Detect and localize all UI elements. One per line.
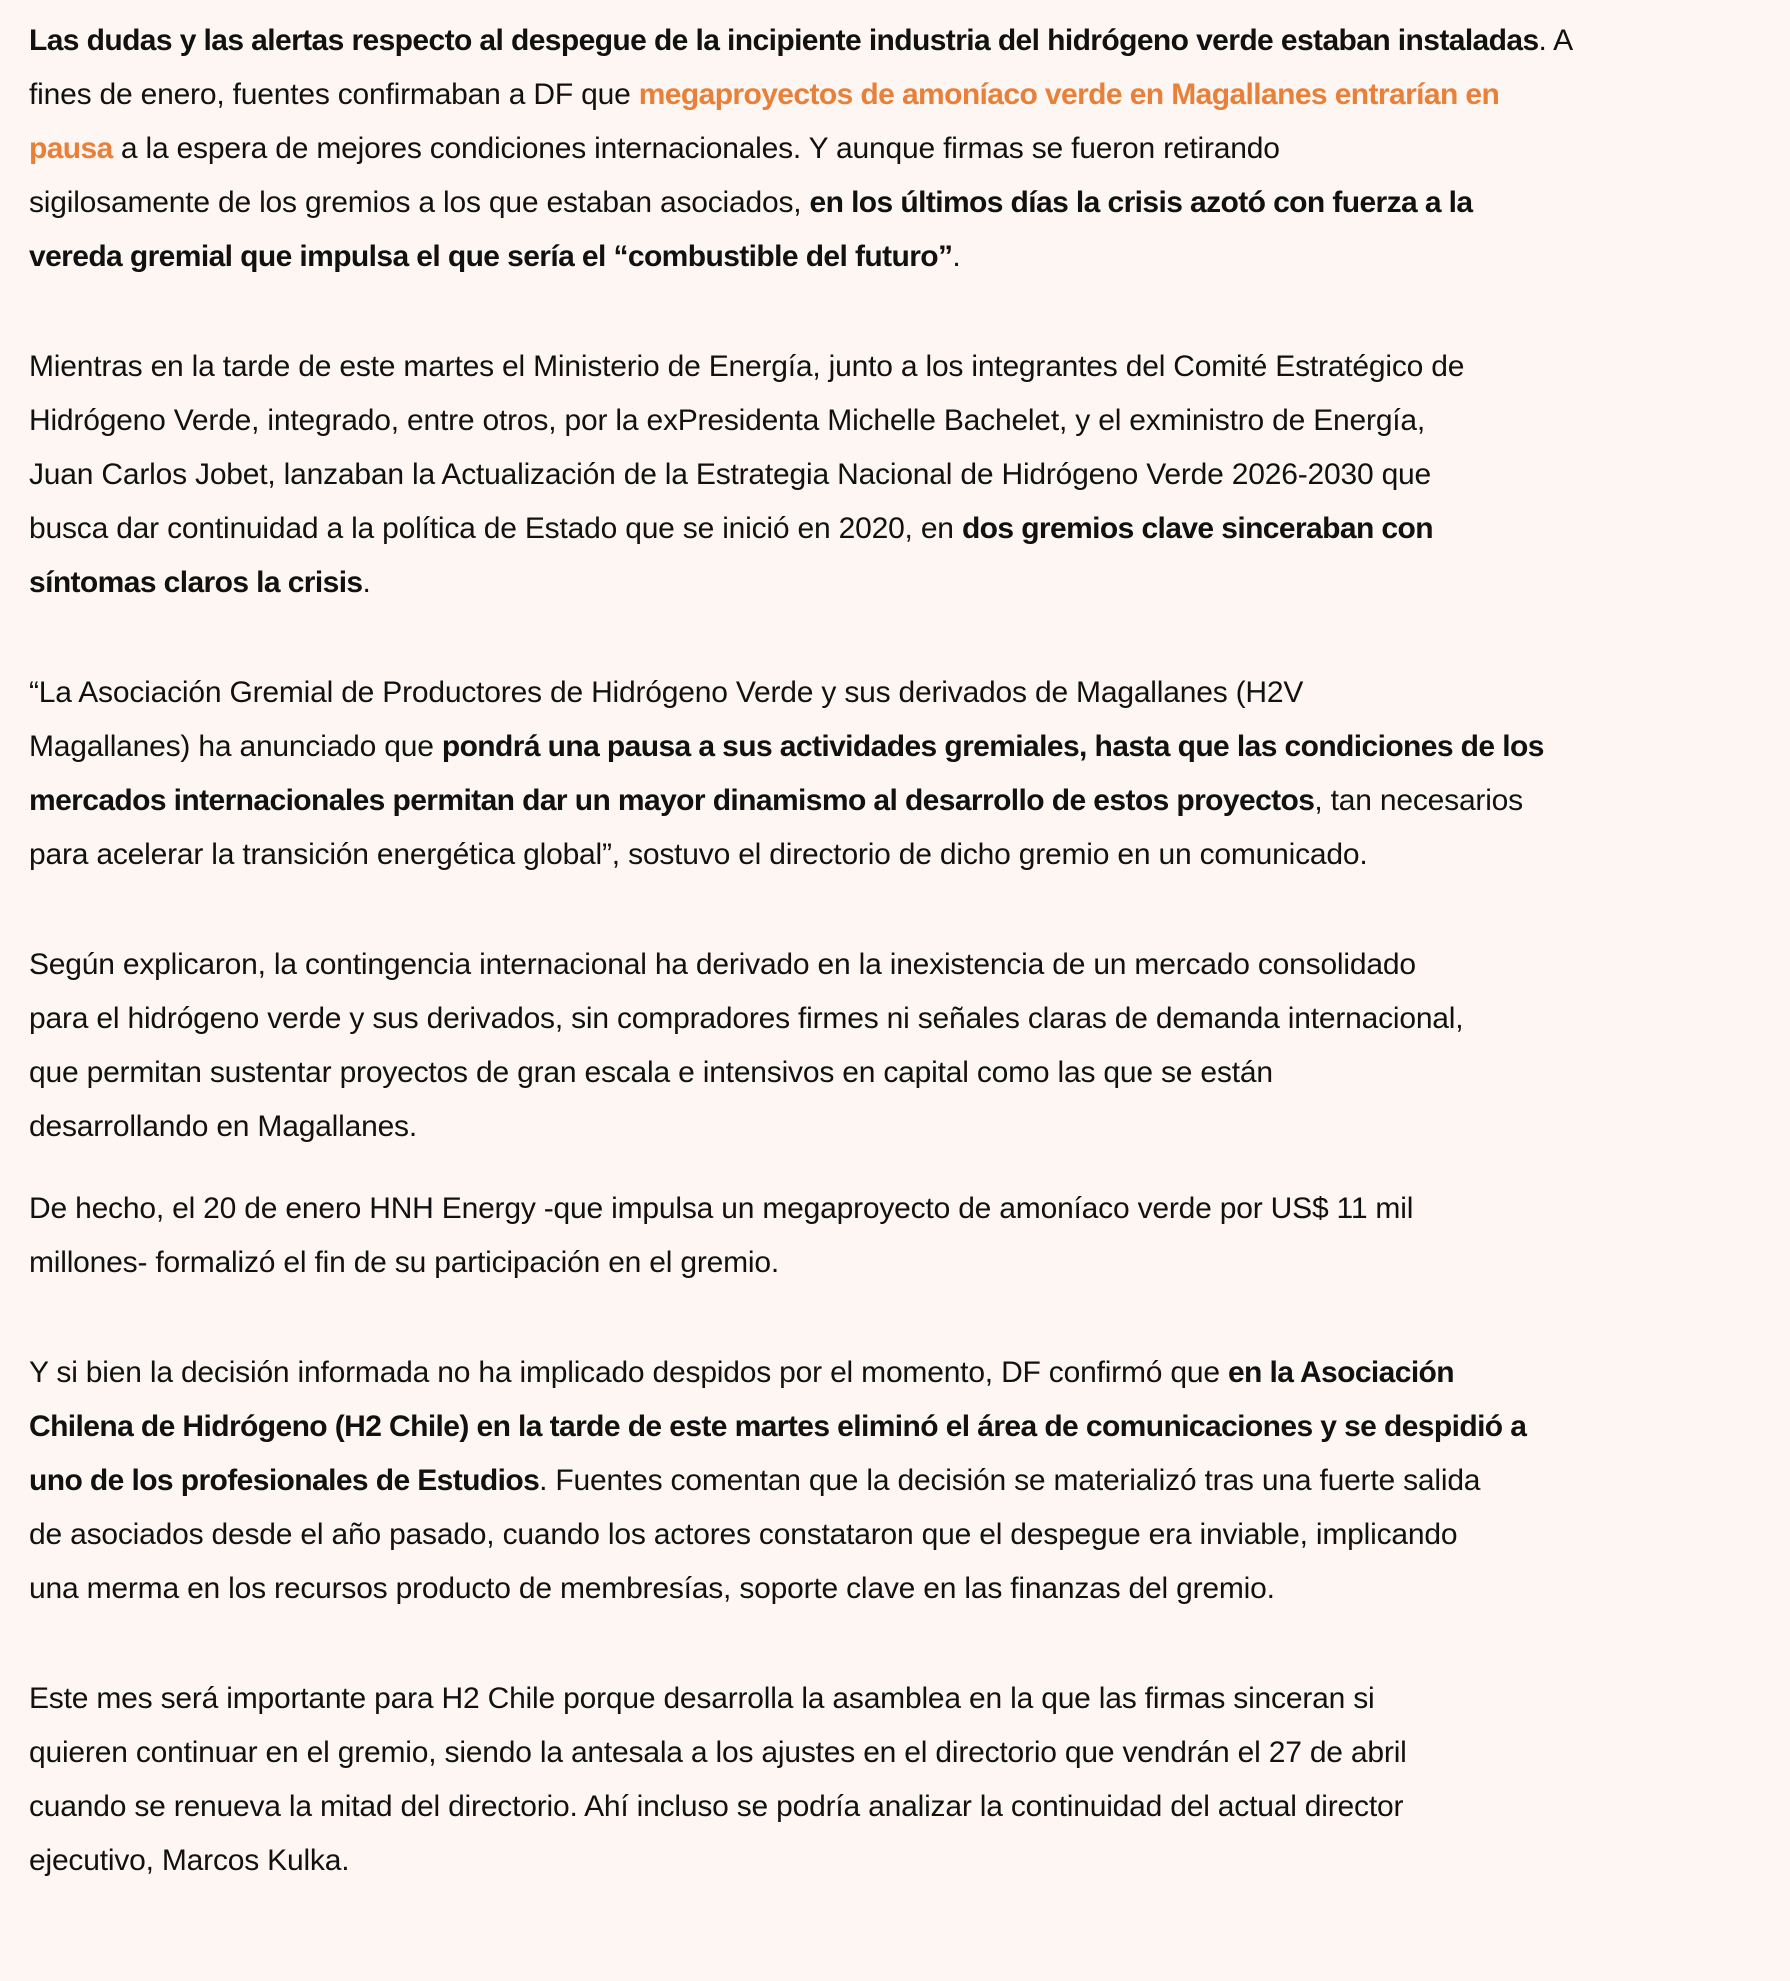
paragraph-line (29, 720, 1774, 774)
bold-text: en la Asociación (1227, 1356, 1455, 1389)
paragraph-7 (29, 1672, 1774, 1888)
paragraph-line: quieren continuar en el gremio, siendo la antesala a los ajustes en el directorio que vendrán el 27 de abril (29, 1736, 1407, 1769)
text: a la espera de mejores condiciones internacionales. Y aunque firmas se fueron retirando (112, 132, 1280, 165)
text: busca dar continuidad a la política de Estado que se inició en 2020, en (29, 512, 962, 545)
article-body (29, 14, 1774, 1888)
paragraph-spacer (29, 1154, 1774, 1182)
paragraph-line (29, 1346, 1774, 1400)
paragraph-line: que permitan sustentar proyectos de gran escala e intensivos en capital como las que se están (29, 1056, 1273, 1089)
bold-text: mercados internacionales permitan dar un mayor dinamismo al desarrollo de estos proyectos (29, 784, 1315, 817)
paragraph-line: Mientras en la tarde de este martes el Ministerio de Energía, junto a los integrantes del Comité Estratégico de (29, 350, 1465, 383)
text: sigilosamente de los gremios a los que estaban asociados, (29, 186, 810, 219)
bold-text: síntomas claros la crisis (29, 566, 363, 599)
bold-text: pondrá una pausa a sus actividades gremiales, hasta que las condiciones de los (441, 730, 1544, 763)
bold-text: en los últimos días la crisis azotó con fuerza a la (809, 186, 1473, 219)
text: . (952, 240, 961, 273)
text: fines de enero, fuentes confirmaban a DF que (29, 78, 639, 111)
paragraph-5 (29, 1182, 1774, 1290)
paragraph-line (29, 1454, 1774, 1508)
paragraph-line: cuando se renueva la mitad del directorio. Ahí incluso se podría analizar la continuidad del actual director (29, 1790, 1404, 1823)
paragraph-line (29, 68, 1774, 122)
paragraph-spacer (29, 1616, 1774, 1672)
paragraph-spacer (29, 610, 1774, 666)
megaproyectos-link[interactable]: megaproyectos de amoníaco verde en Magallanes entrarían en (638, 78, 1500, 111)
paragraph-line: “La Asociación Gremial de Productores de Hidrógeno Verde y sus derivados de Magallanes (H2V (29, 676, 1304, 709)
paragraph-line (29, 774, 1774, 828)
text: . A (1538, 24, 1573, 57)
text: Magallanes) ha anunciado que (29, 730, 442, 763)
text: . Fuentes comentan que la decisión se materializó tras una fuerte salida (539, 1464, 1481, 1497)
text: , tan necesarios (1314, 784, 1523, 817)
paragraph-line: para acelerar la transición energética global”, sostuvo el directorio de dicho gremio en un comunicado. (29, 838, 1368, 871)
paragraph-line: para el hidrógeno verde y sus derivados, sin compradores firmes ni señales claras de demanda internacional, (29, 1002, 1464, 1035)
paragraph-line: Este mes será importante para H2 Chile porque desarrolla la asamblea en la que las firmas sinceran si (29, 1682, 1375, 1715)
paragraph-line (29, 1400, 1774, 1454)
paragraph-line: desarrollando en Magallanes. (29, 1110, 417, 1143)
paragraph-line: De hecho, el 20 de enero HNH Energy -que impulsa un megaproyecto de amoníaco verde por US$ 11 mil (29, 1192, 1414, 1225)
paragraph-line (29, 122, 1774, 176)
paragraph-line (29, 176, 1774, 230)
paragraph-line (29, 14, 1774, 68)
bold-text: vereda gremial que impulsa el que sería el “combustible del futuro” (29, 240, 953, 273)
paragraph-line: Hidrógeno Verde, integrado, entre otros, por la exPresidenta Michelle Bachelet, y el exministro de Energía, (29, 404, 1426, 437)
paragraph-2 (29, 340, 1774, 610)
paragraph-line (29, 230, 1774, 284)
paragraph-4 (29, 938, 1774, 1154)
paragraph-line: una merma en los recursos producto de membresías, soporte clave en las finanzas del gremio. (29, 1572, 1275, 1605)
paragraph-line: millones- formalizó el fin de su participación en el gremio. (29, 1246, 780, 1279)
paragraph-spacer (29, 882, 1774, 938)
paragraph-line (29, 556, 1774, 610)
megaproyectos-link-continued[interactable]: pausa (29, 132, 113, 165)
paragraph-line: Según explicaron, la contingencia internacional ha derivado en la inexistencia de un mercado consolidado (29, 948, 1416, 981)
paragraph-6 (29, 1346, 1774, 1616)
bold-text: dos gremios clave sinceraban con (961, 512, 1433, 545)
paragraph-line: de asociados desde el año pasado, cuando los actores constataron que el despegue era inviable, implicando (29, 1518, 1458, 1551)
paragraph-line (29, 502, 1774, 556)
paragraph-line: ejecutivo, Marcos Kulka. (29, 1844, 350, 1877)
bold-text: uno de los profesionales de Estudios (29, 1464, 540, 1497)
paragraph-spacer (29, 284, 1774, 340)
text: . (362, 566, 371, 599)
paragraph-spacer (29, 1290, 1774, 1346)
bold-text: Las dudas y las alertas respecto al despegue de la incipiente industria del hidrógeno verde estaban instaladas (29, 24, 1539, 57)
text: Y si bien la decisión informada no ha implicado despidos por el momento, DF confirmó que (29, 1356, 1228, 1389)
bold-text: Chilena de Hidrógeno (H2 Chile) en la tarde de este martes eliminó el área de comunicaciones y se despidió a (29, 1410, 1527, 1443)
paragraph-1 (29, 14, 1774, 284)
paragraph-line: Juan Carlos Jobet, lanzaban la Actualización de la Estrategia Nacional de Hidrógeno Verde 2026-2030 que (29, 458, 1432, 491)
paragraph-3 (29, 666, 1774, 882)
